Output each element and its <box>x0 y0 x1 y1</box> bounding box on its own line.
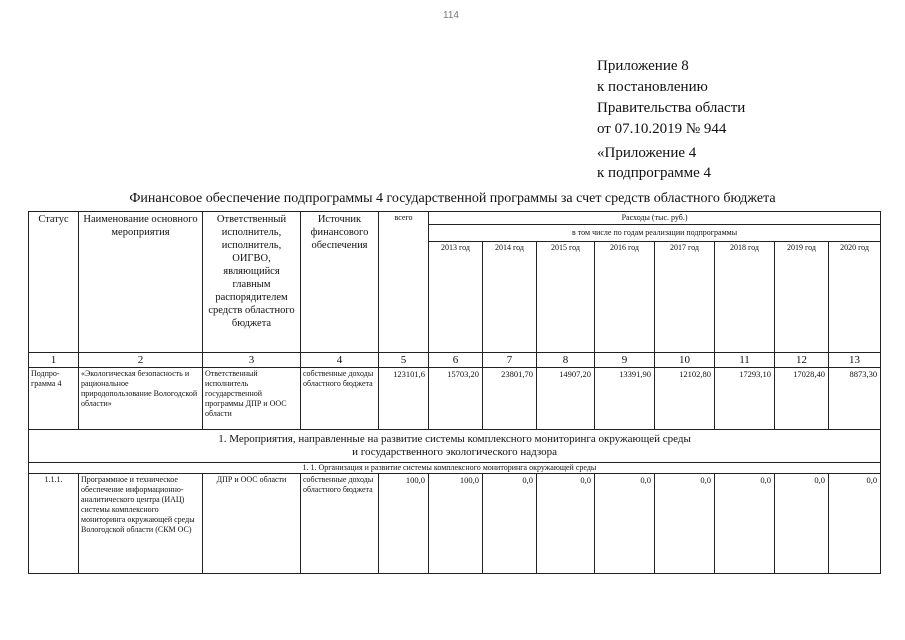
cell-year-value: 0,0 <box>537 474 595 574</box>
appendix-line: Приложение 8 <box>597 58 689 74</box>
cell-total: 123101,6 <box>379 368 429 430</box>
cell-year-value: 0,0 <box>829 474 881 574</box>
cell-year-value: 0,0 <box>595 474 655 574</box>
cell-responsible: Ответственный исполнитель государственной программы ДПР и ООС области <box>203 368 301 430</box>
appendix-line: к подпрограмме 4 <box>597 165 711 181</box>
header-total: всего <box>379 212 429 353</box>
header-expenses: Расходы (тыс. руб.) <box>429 212 881 225</box>
header-year: 2020 год <box>829 242 881 353</box>
appendix-block-2 <box>597 143 711 183</box>
column-number: 10 <box>655 353 715 368</box>
column-number: 2 <box>79 353 203 368</box>
cell-year-value: 14907,20 <box>537 368 595 430</box>
cell-year-value: 17028,40 <box>775 368 829 430</box>
appendix-line: «Приложение 4 <box>597 145 697 161</box>
cell-status: Подпро-грамма 4 <box>29 368 79 430</box>
column-number: 8 <box>537 353 595 368</box>
cell-year-value: 0,0 <box>715 474 775 574</box>
column-number: 5 <box>379 353 429 368</box>
cell-name: «Экологическая безопасность и рациональное природопользование Вологодской области» <box>79 368 203 430</box>
cell-year-value: 17293,10 <box>715 368 775 430</box>
header-status: Статус <box>29 212 79 353</box>
page-number: 114 <box>443 10 459 21</box>
subprogram-row <box>29 368 881 430</box>
column-number: 4 <box>301 353 379 368</box>
column-number: 11 <box>715 353 775 368</box>
column-number-row <box>29 353 881 368</box>
cell-total: 100,0 <box>379 474 429 574</box>
cell-name: Программное и техническое обеспечение информационно-аналитического центра (ИАЦ) системы комплексного мониторинга окружающей среды Вологодской области (СКМ ОС) <box>79 474 203 574</box>
cell-source: собственные доходы областного бюджета <box>301 474 379 574</box>
appendix-block <box>597 56 745 140</box>
header-year: 2015 год <box>537 242 595 353</box>
header-year: 2019 год <box>775 242 829 353</box>
cell-source: собственные доходы областного бюджета <box>301 368 379 430</box>
appendix-line: от 07.10.2019 № 944 <box>597 121 727 137</box>
cell-year-value: 23801,70 <box>483 368 537 430</box>
cell-year-value: 8873,30 <box>829 368 881 430</box>
column-number: 7 <box>483 353 537 368</box>
column-number: 13 <box>829 353 881 368</box>
header-responsible: Ответственный исполнитель, исполнитель, ОИГВО, являющийся главным распорядителем средств областного бюджета <box>203 212 301 353</box>
column-number: 9 <box>595 353 655 368</box>
column-number: 12 <box>775 353 829 368</box>
cell-year-value: 0,0 <box>483 474 537 574</box>
section-heading <box>29 430 881 463</box>
cell-year-value: 0,0 <box>775 474 829 574</box>
header-year: 2017 год <box>655 242 715 353</box>
column-number: 1 <box>29 353 79 368</box>
subsection-row <box>29 463 881 474</box>
appendix-line: Правительства области <box>597 100 746 116</box>
cell-year-value: 13391,90 <box>595 368 655 430</box>
table-row <box>29 474 881 574</box>
appendix-line: к постановлению <box>597 79 708 95</box>
header-year: 2013 год <box>429 242 483 353</box>
section-heading-line: и государственного экологического надзора <box>352 446 557 458</box>
cell-year-value: 12102,80 <box>655 368 715 430</box>
cell-year-value: 15703,20 <box>429 368 483 430</box>
header-year: 2016 год <box>595 242 655 353</box>
column-number: 3 <box>203 353 301 368</box>
section-row <box>29 430 881 463</box>
header-by-years: в том числе по годам реализации подпрограммы <box>429 225 881 242</box>
cell-status: 1.1.1. <box>29 474 79 574</box>
subsection-heading: 1. 1. Организация и развитие системы комплексного мониторинга окружающей среды <box>301 463 881 474</box>
cell-responsible: ДПР и ООС области <box>203 474 301 574</box>
finance-table <box>28 211 881 574</box>
header-year: 2014 год <box>483 242 537 353</box>
cell-year-value: 100,0 <box>429 474 483 574</box>
section-heading-line: 1. Мероприятия, направленные на развитие системы комплексного мониторинга окружающей среды <box>218 433 691 445</box>
document-title: Финансовое обеспечение подпрограммы 4 государственной программы за счет средств областного бюджета <box>129 191 776 206</box>
header-year: 2018 год <box>715 242 775 353</box>
cell-year-value: 0,0 <box>655 474 715 574</box>
header-source: Источник финансового обеспечения <box>301 212 379 353</box>
column-number: 6 <box>429 353 483 368</box>
header-name: Наименование основного мероприятия <box>79 212 203 353</box>
